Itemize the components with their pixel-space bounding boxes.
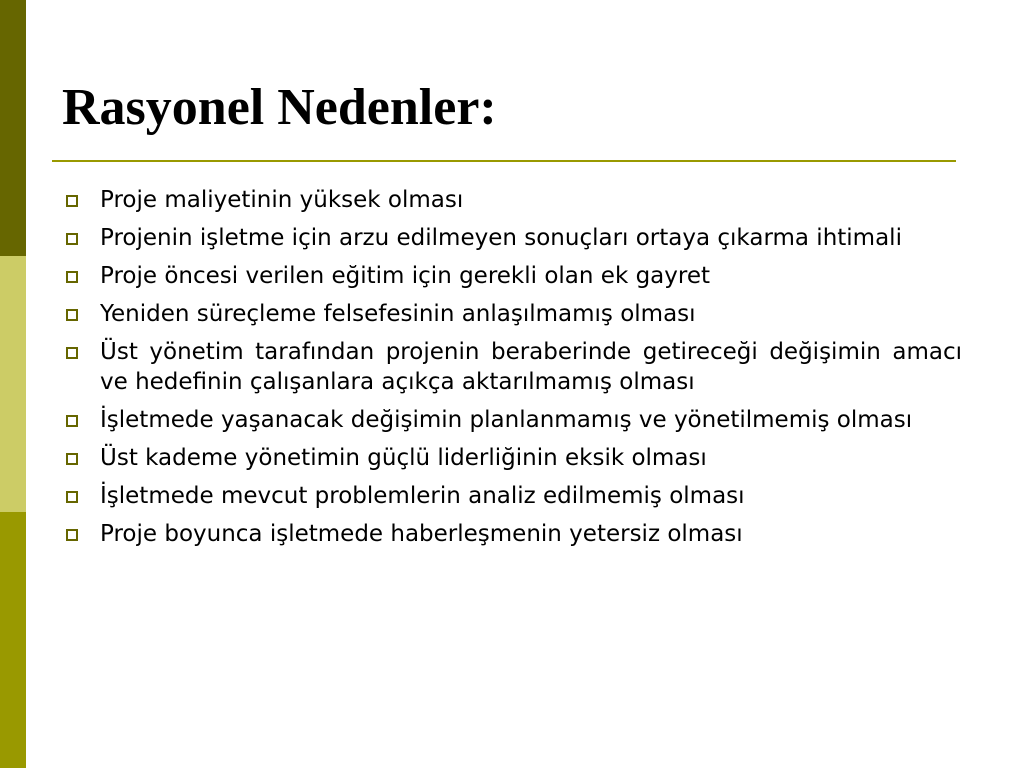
slide-title: Rasyonel Nedenler: [62,79,497,136]
bullet-item [62,299,962,329]
bullet-text: Proje öncesi verilen eğitim için gerekli olan ek gayret [100,263,710,289]
square-bullet-icon [66,195,78,207]
bullet-text: Proje maliyetinin yüksek olması [100,187,464,213]
square-bullet-icon [66,347,78,359]
square-bullet-icon [66,529,78,541]
bullet-list [62,185,962,557]
bullet-item [62,519,962,549]
bullet-text: Projenin işletme için arzu edilmeyen sonuçları ortaya çıkarma ihtimali [100,225,902,251]
bullet-text: İşletmede mevcut problemlerin analiz edilmemiş olması [100,483,745,509]
bullet-text: Üst kademe yönetimin güçlü liderliğinin eksik olması [100,445,707,471]
square-bullet-icon [66,271,78,283]
bullet-item [62,337,962,397]
bullet-item [62,185,962,215]
square-bullet-icon [66,453,78,465]
square-bullet-icon [66,233,78,245]
title-divider [52,160,956,162]
square-bullet-icon [66,309,78,321]
bullet-text: Yeniden süreçleme felsefesinin anlaşılmamış olması [100,301,696,327]
square-bullet-icon [66,491,78,503]
bullet-item [62,261,962,291]
bullet-item [62,405,962,435]
bullet-text: İşletmede yaşanacak değişimin planlanmamış ve yönetilmemiş olması [100,407,913,433]
bullet-text: Proje boyunca işletmede haberleşmenin yetersiz olması [100,521,743,547]
side-bar-top [0,0,26,256]
side-bar-middle [0,256,26,512]
side-bar-bottom [0,512,26,768]
bullet-item [62,443,962,473]
bullet-item [62,481,962,511]
bullet-item [62,223,962,253]
square-bullet-icon [66,415,78,427]
bullet-text: Üst yönetim tarafından projenin beraberinde getireceği değişimin amacı ve hedefinin çalışanlara açıkça aktarılmamış olması [100,339,962,395]
